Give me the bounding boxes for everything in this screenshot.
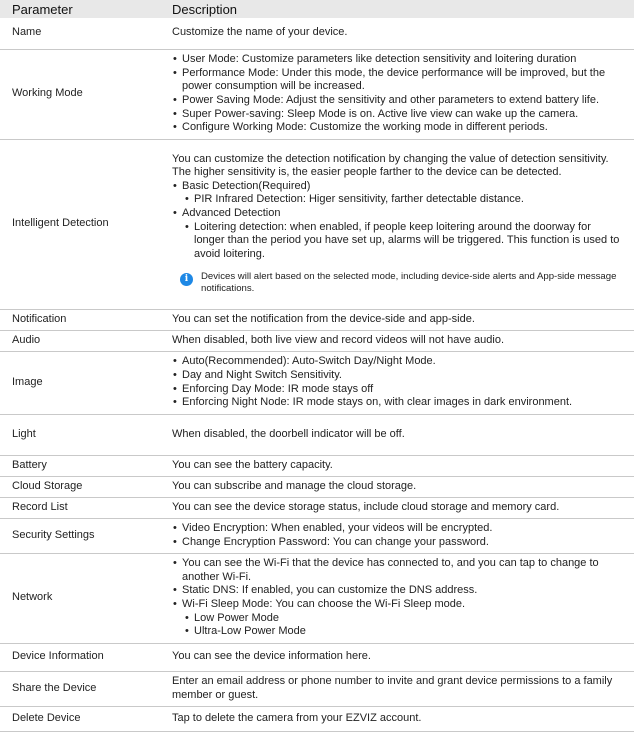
intro-text: You can customize the detection notification by changing the value of detection sensitivity. The higher sensitivity is, the easier people farther to the device can be detected.: [172, 152, 609, 179]
list-item: • Day and Night Switch Sensitivity.: [172, 369, 624, 383]
desc-audio: When disabled, both live view and record videos will not have audio.: [164, 330, 634, 351]
info-icon: i: [180, 273, 193, 286]
table-row: [0, 309, 634, 330]
desc-security-settings: [164, 518, 634, 553]
table-row: [0, 706, 634, 731]
param-battery: Battery: [0, 455, 164, 476]
desc-delete-device: Tap to delete the camera from your EZVIZ account.: [164, 706, 634, 731]
header-parameter: Parameter: [0, 0, 164, 18]
list-item: • Low Power Mode: [184, 612, 624, 626]
list-item: • Advanced Detection: [172, 207, 624, 221]
table-row: [0, 553, 634, 643]
header-description: Description: [164, 0, 634, 18]
table-row: [0, 414, 634, 455]
list-item: • Performance Mode: Under this mode, the device performance will be improved, but the power consumption will be increased.: [172, 67, 624, 94]
param-name: Name: [0, 18, 164, 49]
param-audio: Audio: [0, 330, 164, 351]
desc-device-information: You can see the device information here.: [164, 643, 634, 671]
desc-image: [164, 351, 634, 414]
table-row: [0, 497, 634, 518]
param-cloud-storage: Cloud Storage: [0, 476, 164, 497]
list-item: • Wi-Fi Sleep Mode: You can choose the Wi-Fi Sleep mode.: [172, 598, 624, 612]
desc-battery: You can see the battery capacity.: [164, 455, 634, 476]
info-note: [180, 271, 624, 295]
list-item: • Basic Detection(Required): [172, 180, 624, 194]
list-item: • Ultra-Low Power Mode: [184, 625, 624, 639]
table-row: [0, 455, 634, 476]
param-notification: Notification: [0, 309, 164, 330]
desc-intelligent-detection: [164, 139, 634, 309]
param-image: Image: [0, 351, 164, 414]
table-row: [0, 139, 634, 309]
list-item: • Super Power-saving: Sleep Mode is on. Active live view can wake up the camera.: [172, 108, 624, 122]
list-item: • PIR Infrared Detection: Higer sensitivity, farther detectable distance.: [184, 193, 624, 207]
list-item: • Power Saving Mode: Adjust the sensitivity and other parameters to extend battery life.: [172, 94, 624, 108]
list-item: • Auto(Recommended): Auto-Switch Day/Night Mode.: [172, 355, 624, 369]
list-item: • Loitering detection: when enabled, if people keep loitering around the doorway for longer than the period you have set up, alarms will be triggered. This function is used to avoid loitering.: [184, 221, 624, 262]
param-delete-device: Delete Device: [0, 706, 164, 731]
list-item: • Enforcing Day Mode: IR mode stays off: [172, 383, 624, 397]
table-row: [0, 671, 634, 706]
table-row: [0, 518, 634, 553]
param-device-information: Device Information: [0, 643, 164, 671]
param-network: Network: [0, 553, 164, 643]
list-item: • Change Encryption Password: You can change your password.: [172, 536, 624, 550]
list-item: • Video Encryption: When enabled, your videos will be encrypted.: [172, 522, 624, 536]
list-item: • You can see the Wi-Fi that the device has connected to, and you can tap to change to another Wi-Fi.: [172, 557, 624, 584]
table-row: [0, 643, 634, 671]
list-item: • Configure Working Mode: Customize the working mode in different periods.: [172, 121, 624, 135]
desc-working-mode: [164, 49, 634, 139]
list-item: • Static DNS: If enabled, you can customize the DNS address.: [172, 584, 624, 598]
param-share-device: Share the Device: [0, 671, 164, 706]
list-item: • Enforcing Night Node: IR mode stays on, with clear images in dark environment.: [172, 396, 624, 410]
table-row: [0, 330, 634, 351]
table-row: [0, 18, 634, 49]
note-text: Devices will alert based on the selected mode, including device-side alerts and App-side message notifications.: [201, 271, 617, 295]
param-light: Light: [0, 414, 164, 455]
list-item: • User Mode: Customize parameters like detection sensitivity and loitering duration: [172, 53, 624, 67]
desc-network: [164, 553, 634, 643]
param-working-mode: Working Mode: [0, 49, 164, 139]
table-row: [0, 49, 634, 139]
desc-record-list: You can see the device storage status, include cloud storage and memory card.: [164, 497, 634, 518]
desc-notification: You can set the notification from the device-side and app-side.: [164, 309, 634, 330]
desc-cloud-storage: You can subscribe and manage the cloud storage.: [164, 476, 634, 497]
desc-share-device: Enter an email address or phone number to invite and grant device permissions to a family member or guest.: [164, 671, 634, 706]
param-security-settings: Security Settings: [0, 518, 164, 553]
table-row: [0, 476, 634, 497]
desc-name: Customize the name of your device.: [164, 18, 634, 49]
param-intelligent-detection: Intelligent Detection: [0, 139, 164, 309]
table-header: [0, 0, 634, 18]
param-record-list: Record List: [0, 497, 164, 518]
desc-light: When disabled, the doorbell indicator will be off.: [164, 414, 634, 455]
table-row: [0, 351, 634, 414]
